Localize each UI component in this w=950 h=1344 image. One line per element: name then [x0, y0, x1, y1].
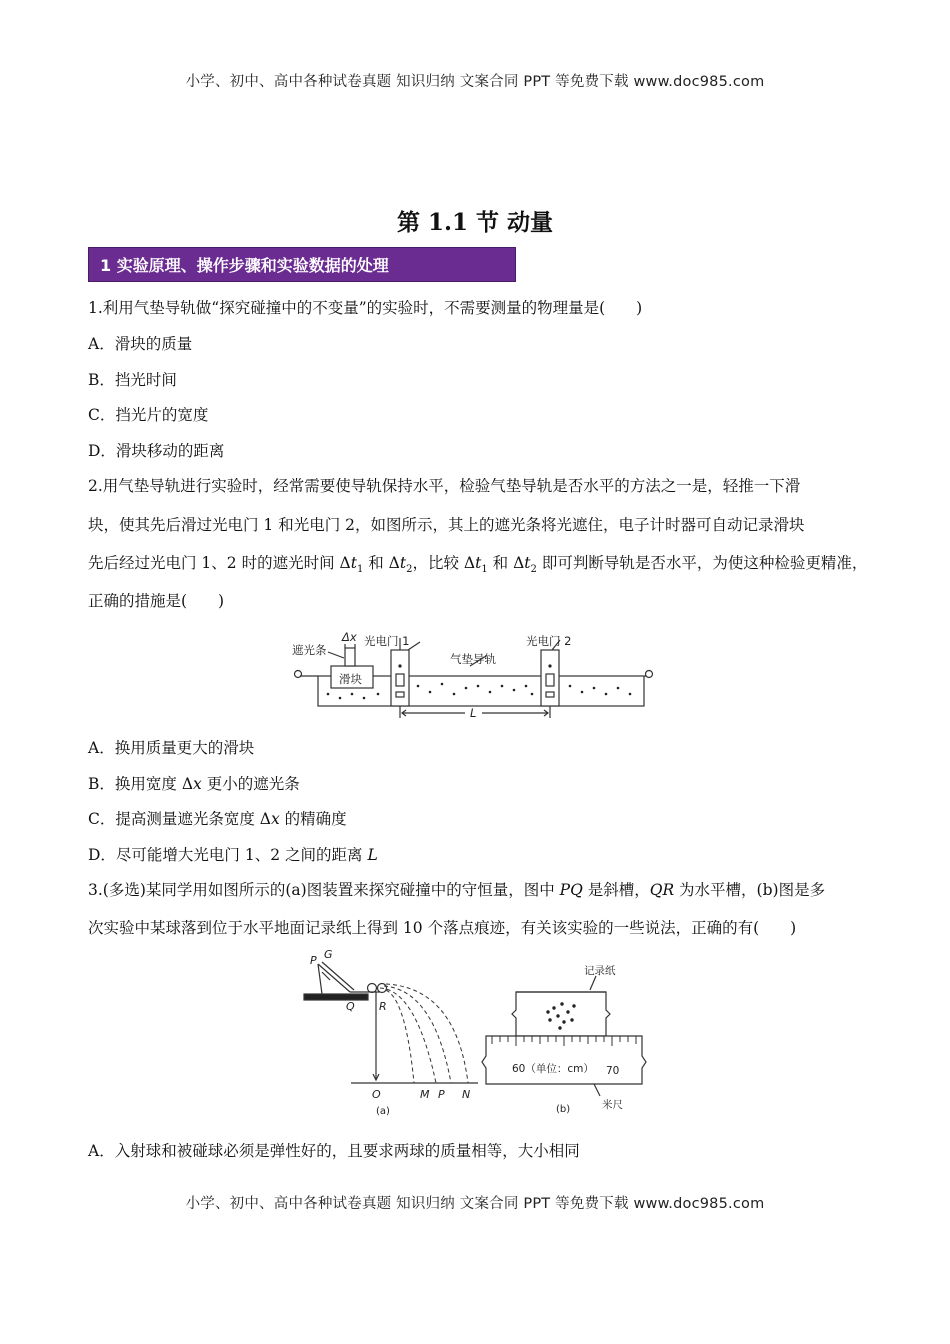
label-gate1: 光电门 1: [364, 634, 410, 648]
label-60-unit: 60（单位：cm）: [512, 1063, 594, 1075]
label-dx: Δx: [342, 630, 357, 644]
page-title: 第 1.1 节 动量: [396, 209, 554, 236]
light-strip: [345, 648, 355, 666]
page-header: 小学、初中、高中各种试卷真题 知识归纳 文案合同 PPT 等免费下载 www.doc985.com: [185, 74, 765, 90]
label-N: N: [462, 1088, 471, 1101]
q3-option-a: A．入射球和被碰球必须是弹性好的，且要求两球的质量相等，大小相同: [88, 1142, 580, 1160]
ball-incident: [368, 984, 377, 993]
q2-stem-line4: 正确的措施是( ): [88, 592, 225, 610]
q2-stem-line3: 先后经过光电门 1、2 时的遮光时间 $\Delta t_1$ 和 $\Delta t_2$，比较 $\Delta t_1$ 和 $\Delta t_2$ 即可判断导轨是否水平，为使这种检验更精准，: [88, 554, 868, 576]
q3-stem-line2: 次实验中某球落到位于水平地面记录纸上得到 10 个落点痕迹，有关该实验的一些说法，正确的有( ): [88, 919, 797, 937]
q1-stem: 1.利用气垫导轨做“探究碰撞中的不变量”的实验时，不需要测量的物理量是( ): [88, 299, 643, 317]
page-footer: 小学、初中、高中各种试卷真题 知识归纳 文案合同 PPT 等免费下载 www.doc985.com: [185, 1196, 765, 1212]
label-meter-ruler: 米尺: [602, 1099, 623, 1111]
q1-option-a: A．滑块的质量: [88, 335, 193, 353]
label-P: P: [310, 954, 317, 967]
label-zheguangtiao: 遮光条: [292, 643, 327, 657]
section-banner-label: 1 实验原理、操作步骤和实验数据的处理: [100, 256, 389, 275]
label-M: M: [420, 1088, 430, 1101]
q1-option-c: C．挡光片的宽度: [88, 406, 209, 424]
caption-a: (a): [376, 1106, 390, 1117]
label-P2: P: [438, 1088, 445, 1101]
caption-b: (b): [556, 1104, 571, 1115]
record-paper-figure-b: [478, 960, 650, 1120]
table-top: [304, 994, 368, 1000]
collision-apparatus-figure-a: [296, 950, 482, 1120]
label-R: R: [379, 1000, 387, 1013]
q2-stem-line1: 2.用气垫导轨进行实验时，经常需要使导轨保持水平，检验气垫导轨是否水平的方法之一是，轻推一下滑: [88, 477, 801, 495]
label-gate2: 光电门 2: [526, 634, 572, 648]
q1-option-b: B．挡光时间: [88, 371, 177, 389]
label-slider: 滑块: [339, 672, 362, 686]
q2-option-a: A．换用质量更大的滑块: [88, 739, 255, 757]
record-paper: [512, 992, 610, 1036]
q1-option-d: D．滑块移动的距离: [88, 442, 225, 460]
q2-stem-line2: 块，使其先后滑过光电门 1 和光电门 2，如图所示，其上的遮光条将光遮住，电子计时器可自动记录滑块: [88, 516, 805, 534]
q2-option-d: D．尽可能增大光电门 1、2 之间的距离 L: [88, 846, 378, 864]
air-track-figure: [290, 628, 660, 718]
label-record-paper: 记录纸: [584, 965, 616, 977]
label-O: O: [372, 1088, 381, 1101]
q3-stem-line1: 3.(多选)某同学用如图所示的(a)图装置来探究碰撞中的守恒量，图中 PQ 是斜槽，QR 为水平槽，(b)图是多: [88, 881, 826, 899]
q2-option-b: B．换用宽度 Δx 更小的遮光条: [88, 775, 300, 793]
label-L: L: [470, 706, 477, 718]
label-rail: 气垫导轨: [450, 652, 496, 666]
label-G: G: [324, 950, 333, 961]
label-Q: Q: [346, 1000, 355, 1013]
q2-option-c: C．提高测量遮光条宽度 Δx 的精确度: [88, 810, 347, 828]
label-70: 70: [606, 1065, 620, 1077]
